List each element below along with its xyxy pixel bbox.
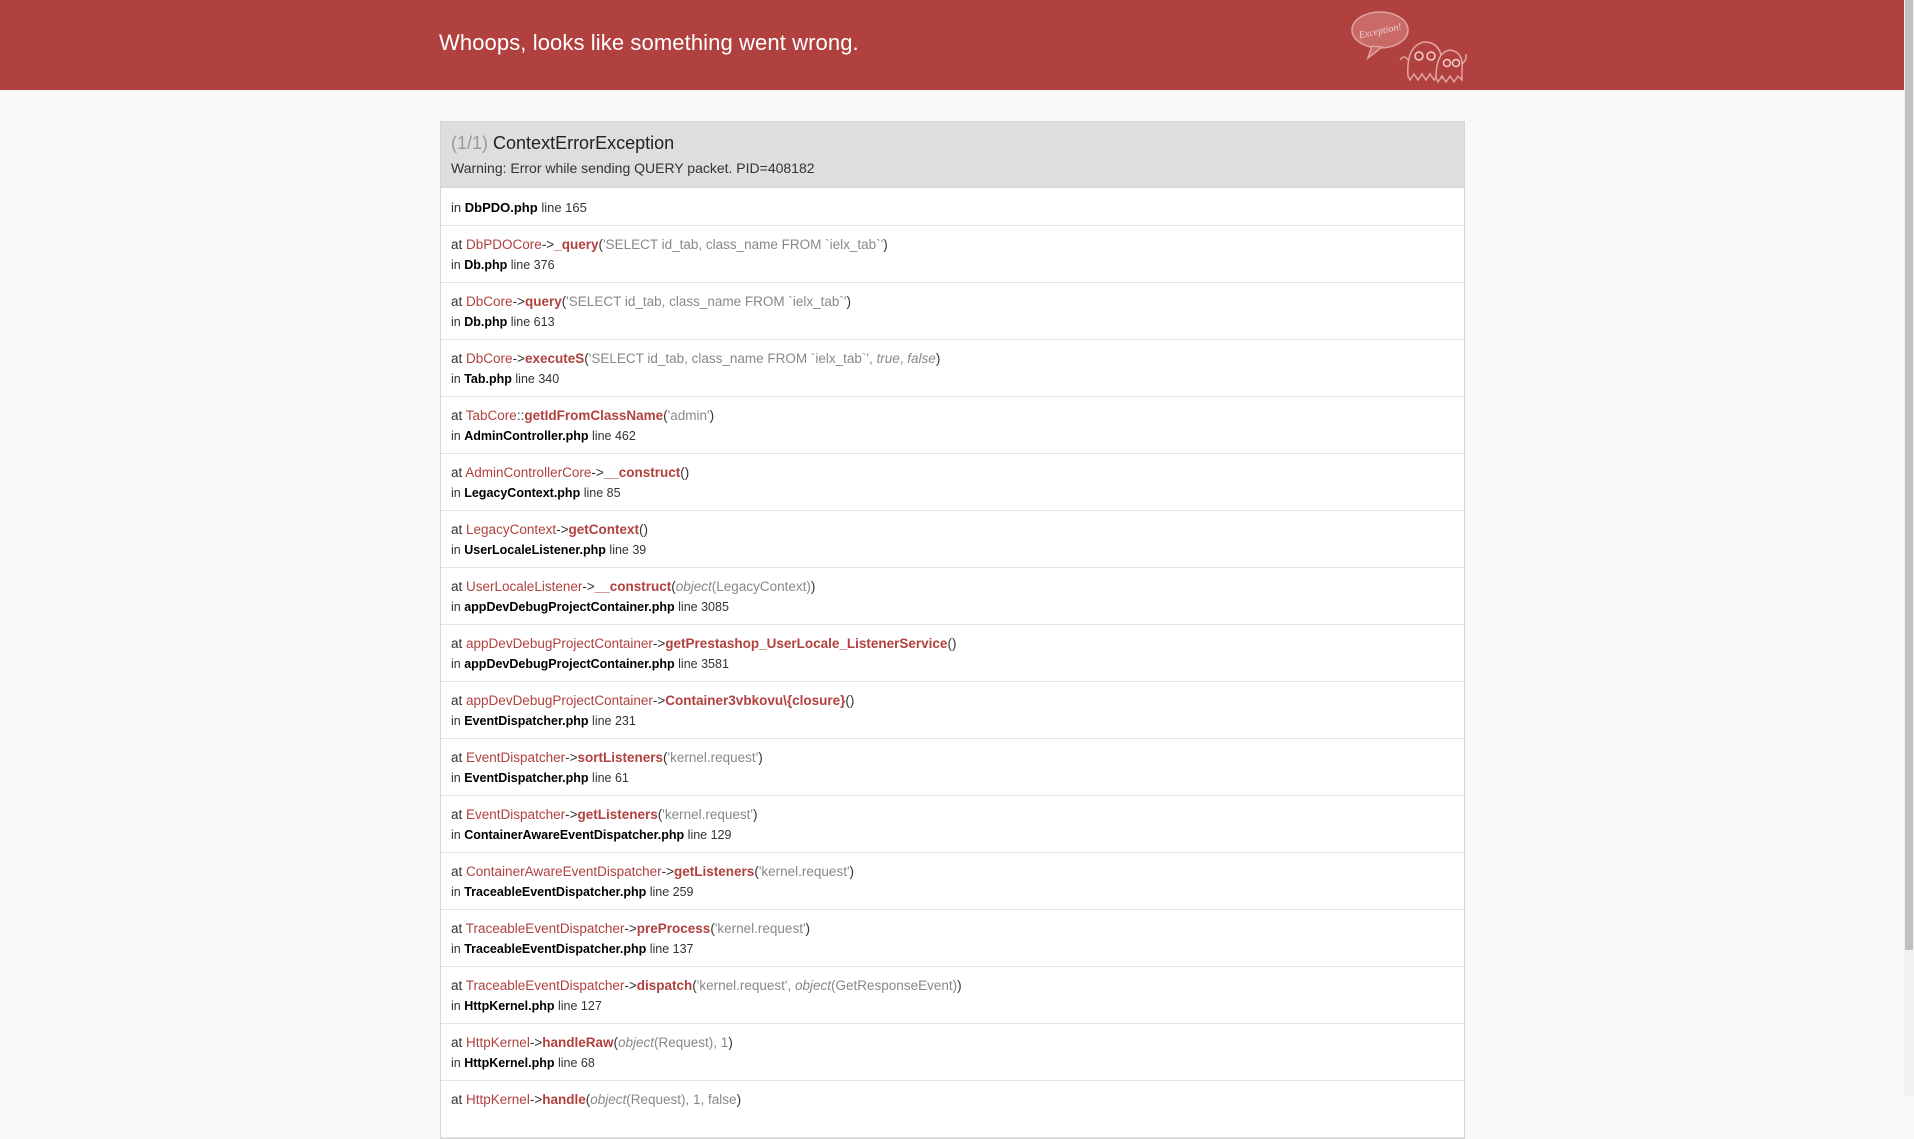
frame-call [451,292,1454,312]
frame-in: in [451,486,461,500]
frame-line: line 129 [687,828,732,842]
frame-line: line 68 [557,1056,595,1070]
frame-method: getPrestashop_UserLocale_ListenerService [665,636,948,651]
frame-line: line 61 [592,771,629,785]
frame-class: HttpKernel [466,1092,530,1107]
exception-title [451,132,1454,154]
page-title: Whoops, looks like something went wrong. [439,30,859,55]
frame-file: TraceableEventDispatcher.php [464,885,647,899]
frame-paren-close: ) [935,351,941,366]
frame-line: line 3581 [678,657,729,671]
frame-at: at [451,636,463,651]
frame-paren-close: ) [752,807,758,822]
frame-location [451,312,1454,332]
frame-call [451,1033,1454,1053]
frame-file: Tab.php [464,372,512,386]
frame-line: line 85 [583,486,621,500]
frame-paren-close: ) [810,579,816,594]
frame-call [451,349,1454,369]
frame-class: DbCore [466,294,513,309]
frame-paren-open: ( [692,978,697,993]
frame-in: in [451,1056,461,1070]
frame-line: line 39 [609,543,647,557]
frame-method: getListeners [577,807,658,822]
frame-separator: -> [512,294,525,309]
frame-paren-open: ( [663,408,668,423]
frame-class: TraceableEventDispatcher [465,978,625,993]
frame-args: 'kernel.request', [696,978,795,993]
stack-frame [441,511,1464,568]
frame-method: handle [542,1092,586,1107]
frame-class: EventDispatcher [466,807,566,822]
exception-panel [440,121,1465,1139]
frame-file: TraceableEventDispatcher.php [464,942,647,956]
frame-location [451,369,1454,389]
frame-file: HttpKernel.php [464,999,555,1013]
frame-args: 'admin' [667,408,710,423]
frame-file: Db.php [464,315,508,329]
frame-arg-keyword: true [876,351,900,366]
frame-in: in [451,714,461,728]
frame-paren-open: ( [585,1092,591,1107]
frame-at: at [451,294,463,309]
frame-arg-keyword: object [617,1035,655,1050]
frame-paren-open: ( [663,750,668,765]
frame-location [451,768,1454,788]
frame-at: at [451,579,463,594]
frame-line: line 231 [592,714,636,728]
frame-separator: -> [624,978,637,993]
frame-separator: -> [512,351,525,366]
frame-class: EventDispatcher [466,750,566,765]
origin-line: line 165 [541,200,587,215]
frame-call [451,520,1454,540]
frame-call [451,862,1454,882]
frame-at: at [451,351,463,366]
frame-at: at [451,465,463,480]
frame-call [451,634,1454,654]
frame-arg-keyword: object [795,978,832,993]
logo-text: Exception! [1357,21,1403,42]
stack-frame [441,340,1464,397]
frame-separator: -> [624,921,637,936]
frame-location [451,426,1454,446]
frame-args: 'SELECT id_tab, class_name FROM `ielx_tab`' [566,294,847,309]
scrollbar-thumb[interactable] [1905,0,1913,950]
frame-file: appDevDebugProjectContainer.php [464,600,675,614]
frame-paren-open: ( [671,579,676,594]
frame-class: DbPDOCore [466,237,542,252]
frame-location [451,483,1454,503]
frame-args: 'kernel.request' [662,807,753,822]
error-header [0,0,1904,90]
frame-paren-open: ( [657,807,663,822]
exception-origin: in DbPDO.php line 165 [441,188,1464,226]
frame-class: TraceableEventDispatcher [465,921,625,936]
stack-frame [441,1081,1464,1138]
frame-location [451,711,1454,731]
frame-file: EventDispatcher.php [464,771,589,785]
exception-message: Warning: Error while sending QUERY packet. PID=408182 [451,160,815,176]
frame-method: query [524,294,562,309]
frame-paren-open: ( [710,921,715,936]
frame-in: in [451,771,461,785]
stack-frame [441,796,1464,853]
frame-paren-close: ) [951,636,957,651]
frame-arg-keyword: object [590,1092,627,1107]
frame-in: in [451,543,461,557]
origin-file: DbPDO.php [464,200,538,215]
frame-call [451,1090,1454,1110]
frame-paren-close: ) [849,693,855,708]
frame-separator: -> [565,807,578,822]
stack-frame [441,910,1464,967]
frame-paren-close: ) [728,1035,733,1050]
frame-separator: -> [541,237,555,252]
frame-line: line 137 [649,942,694,956]
frame-file: ContainerAwareEventDispatcher.php [464,828,685,842]
frame-paren-open: ( [754,864,759,879]
frame-at: at [451,750,463,765]
frame-separator: -> [661,864,675,879]
stack-frame [441,739,1464,796]
frame-method: __construct [603,465,681,480]
frame-method: handleRaw [542,1035,614,1050]
frame-paren-close: ) [709,408,715,423]
frame-class: DbCore [466,351,513,366]
frame-location [451,1053,1454,1073]
frame-separator: -> [565,750,578,765]
frame-in: in [451,885,461,899]
frame-args: 'kernel.request' [758,864,850,879]
frame-call [451,748,1454,768]
frame-at: at [451,864,463,879]
frame-in: in [451,942,461,956]
frame-paren-close: ) [849,864,855,879]
frame-file: UserLocaleListener.php [464,543,606,557]
frame-in: in [451,999,461,1013]
frame-separator: -> [591,465,604,480]
frame-args: 'SELECT id_tab, class_name FROM `ielx_tab`', [588,351,877,366]
frame-location [451,882,1454,902]
frame-args-tail: (GetResponseEvent) [831,978,958,993]
frame-args: 'kernel.request' [714,921,806,936]
frame-args: 'kernel.request' [667,750,759,765]
frame-method: sortListeners [577,750,664,765]
frame-line: line 3085 [678,600,729,614]
frame-paren-close: ) [805,921,811,936]
stack-frame [441,1024,1464,1081]
frame-file: LegacyContext.php [464,486,581,500]
frame-at: at [451,978,463,993]
frame-paren-open: ( [680,465,685,480]
frame-class: TabCore [465,408,517,423]
frame-file: HttpKernel.php [464,1056,555,1070]
frame-in: in [451,600,461,614]
frame-method: executeS [524,351,585,366]
frame-paren-close: ) [883,237,888,252]
frame-paren-close: ) [684,465,690,480]
stack-frame [441,454,1464,511]
frame-paren-open: ( [845,693,850,708]
exception-class: ContextErrorException [493,133,675,153]
stack-frame [441,967,1464,1024]
frame-file: AdminController.php [464,429,589,443]
frame-file: appDevDebugProjectContainer.php [464,657,675,671]
scrollbar[interactable] [1904,0,1914,1096]
frame-paren-open: ( [584,351,589,366]
frame-call [451,805,1454,825]
exception-count: (1/1) [451,133,489,153]
frame-separator: -> [556,522,569,537]
frame-paren-close: ) [643,522,648,537]
frame-in: in [451,828,461,842]
frame-call [451,463,1454,483]
frame-at: at [451,408,463,423]
frame-class: LegacyContext [466,522,557,537]
frame-paren-open: ( [613,1035,618,1050]
frame-in: in [451,657,461,671]
frame-in: in [451,315,461,329]
frame-location [451,654,1454,674]
ghost-exception-icon [1350,8,1468,84]
frame-separator: -> [529,1092,543,1107]
frame-line: line 127 [557,999,602,1013]
frame-call [451,691,1454,711]
frame-method: getContext [568,522,639,537]
stack-frame [441,397,1464,454]
frame-separator: -> [652,636,666,651]
frame-arg-keyword: object [675,579,712,594]
frame-location [451,540,1454,560]
frame-at: at [451,237,463,252]
frame-line: line 376 [510,258,555,272]
frame-at: at [451,693,463,708]
frame-separator: -> [529,1035,543,1050]
frame-file: Db.php [464,258,508,272]
frame-in: in [451,258,461,272]
frame-at: at [451,522,463,537]
frame-location [451,255,1454,275]
frame-in: in [451,429,461,443]
frame-line: line 259 [649,885,694,899]
frame-args: (Request), 1, false [626,1092,737,1107]
stack-trace [441,226,1464,1138]
frame-paren-close: ) [846,294,851,309]
frame-method: _query [554,237,599,252]
frame-at: at [451,921,463,936]
frame-paren-open: ( [638,522,644,537]
frame-call [451,577,1454,597]
frame-line: line 340 [515,372,560,386]
frame-args-sep: , [899,351,908,366]
stack-frame [441,682,1464,739]
frame-separator: -> [582,579,595,594]
frame-call [451,235,1454,255]
stack-frame [441,283,1464,340]
frame-call [451,976,1454,996]
frame-class: ContainerAwareEventDispatcher [466,864,662,879]
frame-arg-keyword: false [907,351,936,366]
frame-line: line 462 [592,429,636,443]
frame-separator: :: [516,408,525,423]
stack-frame [441,625,1464,682]
frame-class: UserLocaleListener [466,579,583,594]
frame-paren-open: ( [947,636,952,651]
frame-in: in [451,372,461,386]
frame-paren-open: ( [561,294,567,309]
frame-location [451,597,1454,617]
frame-paren-close: ) [758,750,763,765]
exception-header [441,122,1464,188]
frame-at: at [451,1035,463,1050]
frame-line: line 613 [510,315,555,329]
stack-frame [441,568,1464,625]
stack-frame [441,853,1464,910]
frame-method: getIdFromClassName [524,408,664,423]
frame-class: appDevDebugProjectContainer [466,693,653,708]
frame-class: HttpKernel [466,1035,530,1050]
frame-args: 'SELECT id_tab, class_name FROM `ielx_tab`' [602,237,884,252]
frame-args: (Request), 1 [654,1035,729,1050]
frame-method: preProcess [636,921,711,936]
frame-file: EventDispatcher.php [464,714,589,728]
frame-args: (LegacyContext) [711,579,811,594]
frame-paren-close: ) [957,978,962,993]
frame-call [451,919,1454,939]
frame-method: dispatch [636,978,693,993]
frame-location [451,825,1454,845]
frame-method: getListeners [674,864,755,879]
frame-at: at [451,807,463,822]
frame-paren-open: ( [598,237,603,252]
frame-separator: -> [652,693,666,708]
stack-frame [441,226,1464,283]
frame-paren-close: ) [736,1092,742,1107]
frame-class: appDevDebugProjectContainer [466,636,653,651]
frame-class: AdminControllerCore [465,465,592,480]
frame-method: Container3vbkovu\{closure} [665,693,846,708]
frame-location [451,939,1454,959]
frame-call [451,406,1454,426]
frame-method: __construct [594,579,672,594]
frame-location [451,996,1454,1016]
frame-at: at [451,1092,463,1107]
